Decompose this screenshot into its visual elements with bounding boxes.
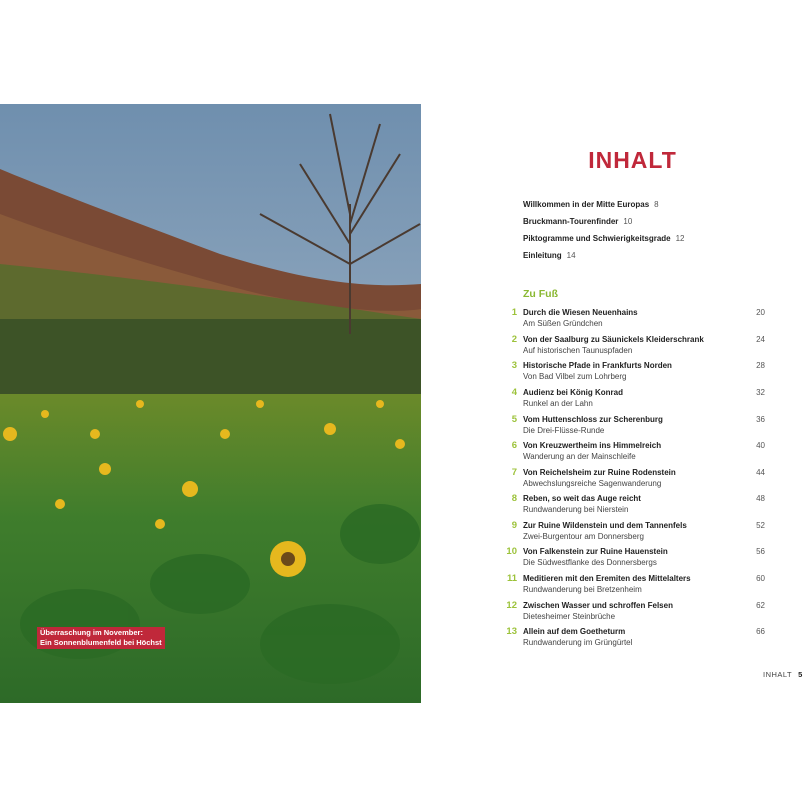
tour-number: 13 [506,626,517,637]
tour-page: 28 [756,361,765,370]
tour-title: Vom Huttenschloss zur Scherenburg [523,415,663,424]
footer-label: INHALT [763,670,793,679]
toc-tour-entry[interactable] [490,547,765,571]
tour-number: 7 [511,467,517,478]
page-footer [763,670,803,679]
tour-subtitle: Zwei-Burgentour am Donnersberg [523,532,644,541]
tour-number: 2 [511,334,517,345]
toc-page: 10 [623,217,633,226]
page-number: 5 [798,670,803,679]
tour-page: 20 [756,308,765,317]
tour-subtitle: Rundwanderung bei Bretzenheim [523,585,642,594]
tour-subtitle: Die Drei-Flüsse-Runde [523,426,605,435]
page-title: INHALT [588,147,677,173]
toc-tour-entry[interactable] [490,627,765,651]
toc-tour-entry[interactable] [490,574,765,598]
tour-title: Zur Ruine Wildenstein und dem Tannenfels [523,521,687,530]
sunflower-field-photo [0,104,421,703]
tour-subtitle: Die Südwestflanke des Donnersbergs [523,558,657,567]
tour-page: 36 [756,415,765,424]
tour-title: Historische Pfade in Frankfurts Norden [523,361,672,370]
tour-number: 8 [511,493,517,504]
tour-subtitle: Runkel an der Lahn [523,399,593,408]
tour-title: Reben, so weit das Auge reicht [523,494,641,503]
tour-subtitle: Auf historischen Taunuspfaden [523,346,633,355]
tour-subtitle: Am Süßen Gründchen [523,319,603,328]
tour-title: Zwischen Wasser und schroffen Felsen [523,601,673,610]
toc-title: Bruckmann-Tourenfinder [523,217,619,226]
toc-page: 8 [654,200,659,209]
tour-subtitle: Wanderung an der Mainschleife [523,452,636,461]
tour-number: 9 [511,520,517,531]
toc-title: Piktogramme und Schwierigkeitsgrade [523,234,671,243]
tour-subtitle: Rundwanderung im Grüngürtel [523,638,633,647]
tour-number: 1 [511,307,517,318]
toc-page: 14 [566,251,576,260]
toc-tour-entry[interactable] [490,388,765,412]
tour-number: 12 [506,600,517,611]
tour-page: 60 [756,574,765,583]
tour-title: Von der Saalburg zu Säunickels Kleiderschrank [523,335,704,344]
toc-tour-entry[interactable] [490,335,765,359]
tour-page: 48 [756,494,765,503]
toc-tour-entry[interactable] [490,441,765,465]
toc-tour-entry[interactable] [490,415,765,439]
toc-intro-item[interactable] [523,217,632,226]
tour-page: 56 [756,547,765,556]
caption-line: Ein Sonnenblumenfeld bei Höchst [40,638,162,647]
toc-intro-item[interactable] [523,251,576,260]
toc-title: Einleitung [523,251,562,260]
toc-tour-entry[interactable] [490,361,765,385]
toc-intro-item[interactable] [523,234,685,243]
tour-title: Allein auf dem Goetheturm [523,627,626,636]
caption-line: Überraschung im November: [40,628,143,637]
tour-page: 62 [756,601,765,610]
tour-subtitle: Von Bad Vilbel zum Lohrberg [523,372,627,381]
tour-number: 5 [511,414,517,425]
toc-tour-entry[interactable] [490,308,765,332]
tour-number: 3 [511,360,517,371]
tour-subtitle: Rundwanderung bei Nierstein [523,505,629,514]
tour-page: 32 [756,388,765,397]
toc-intro-item[interactable] [523,200,659,209]
toc-page: 12 [675,234,685,243]
tour-number: 4 [511,387,517,398]
tour-title: Meditieren mit den Eremiten des Mittelalters [523,574,691,583]
tour-page: 40 [756,441,765,450]
tour-number: 10 [506,546,517,557]
section-heading: Zu Fuß [523,288,558,300]
tour-subtitle: Dietesheimer Steinbrüche [523,612,616,621]
tour-page: 24 [756,335,765,344]
toc-tour-entry[interactable] [490,521,765,545]
toc-tour-entry[interactable] [490,468,765,492]
tour-subtitle: Abwechslungsreiche Sagenwanderung [523,479,662,488]
photo-caption [37,627,165,649]
tour-title: Von Falkenstein zur Ruine Hauenstein [523,547,668,556]
toc-tour-entry[interactable] [490,601,765,625]
tour-page: 44 [756,468,765,477]
tour-number: 11 [506,573,517,584]
tour-title: Von Reichelsheim zur Ruine Rodenstein [523,468,676,477]
tour-page: 66 [756,627,765,636]
toc-tour-entry[interactable] [490,494,765,518]
tour-page: 52 [756,521,765,530]
tour-title: Audienz bei König Konrad [523,388,623,397]
tour-number: 6 [511,440,517,451]
toc-title: Willkommen in der Mitte Europas [523,200,650,209]
tour-title: Durch die Wiesen Neuenhains [523,308,638,317]
tour-title: Von Kreuzwertheim ins Himmelreich [523,441,662,450]
